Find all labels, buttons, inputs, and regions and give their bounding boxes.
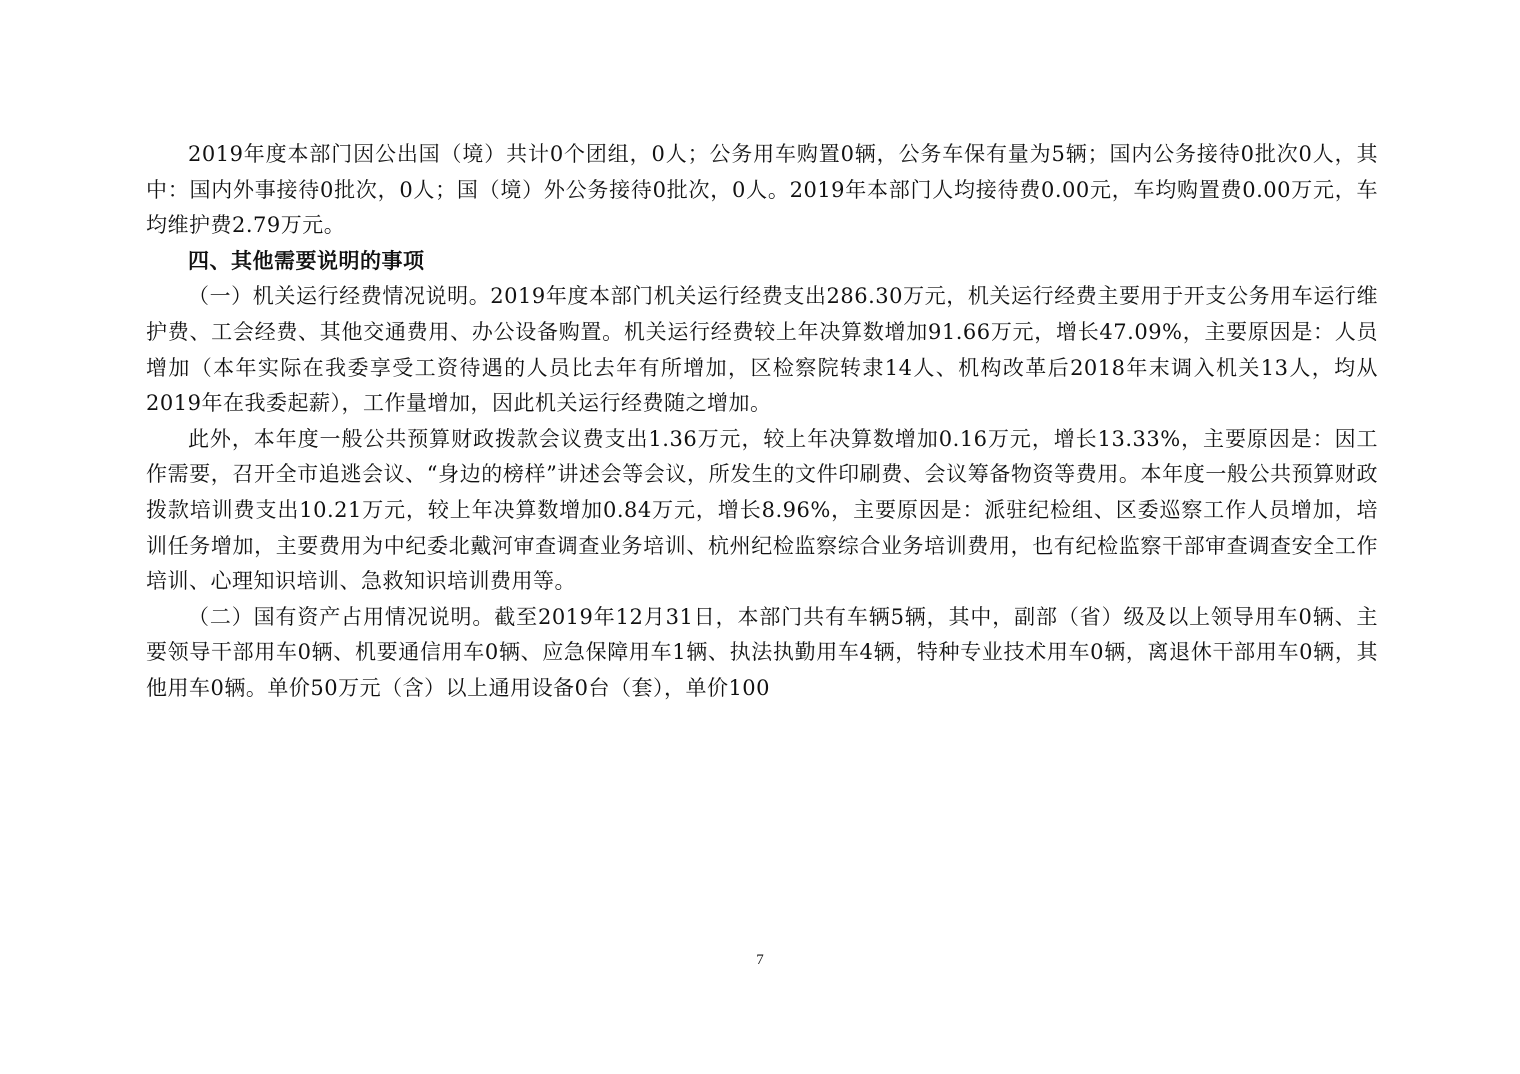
- paragraph-reception-stats: 2019年度本部门因公出国（境）共计0个团组，0人；公务用车购置0辆，公务车保有量为5辆；国内公务接待0批次0人，其中：国内外事接待0批次，0人；国（境）外公务接待0批次，0人。2019年本部门人均接待费0.00元，车均购置费0.00万元，车均维护费2.79万元。: [146, 142, 1378, 238]
- section-heading-other-matters: 四、其他需要说明的事项: [188, 248, 425, 273]
- paragraph-meeting-training-costs: 此外，本年度一般公共预算财政拨款会议费支出1.36万元，较上年决算数增加0.16万元，增长13.33%，主要原因是：因工作需要，召开全市追逃会议、“身边的榜样”讲述会等会议，所发生的文件印刷费、会议筹备物资等费用。本年度一般公共预算财政拨款培训费支出10.21万元，较上年决算数增加0.84万元，增长8.96%，主要原因是：派驻纪检组、区委巡察工作人员增加，培训任务增加，主要费用为中纪委北戴河审查调查业务培训、杭州纪检监察综合业务培训费用，也有纪检监察干部审查调查安全工作培训、心理知识培训、急救知识培训费用等。: [146, 426, 1378, 594]
- paragraph-state-assets: （二）国有资产占用情况说明。截至2019年12月31日，本部门共有车辆5辆，其中，副部（省）级及以上领导用车0辆、主要领导干部用车0辆、机要通信用车0辆、应急保障用车1辆、执法执勤用车4辆，特种专业技术用车0辆，离退休干部用车0辆，其他用车0辆。单价50万元（含）以上通用设备0台（套），单价100: [146, 604, 1378, 700]
- paragraph-operating-expenses: （一）机关运行经费情况说明。2019年度本部门机关运行经费支出286.30万元，机关运行经费主要用于开支公务用车运行维护费、工会经费、其他交通费用、办公设备购置。机关运行经费较上年决算数增加91.66万元，增长47.09%，主要原因是：人员增加（本年实际在我委享受工资待遇的人员比去年有所增加，区检察院转隶14人、机构改革后2018年末调入机关13人，均从2019年在我委起薪），工作量增加，因此机关运行经费随之增加。: [146, 284, 1378, 416]
- page-number: 7: [756, 952, 764, 968]
- document-body: [146, 137, 1378, 707]
